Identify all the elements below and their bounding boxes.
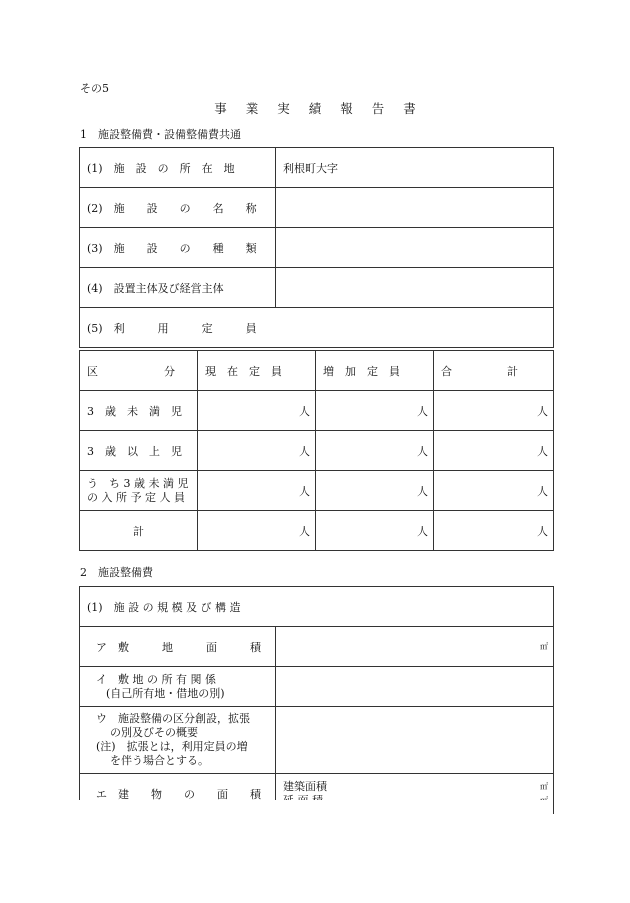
header-total: 合 計 [434,351,554,391]
header-current: 現 在 定 員 [198,351,316,391]
increase-cell[interactable]: 人 [316,391,434,431]
table-row [80,707,554,774]
table-row [80,627,554,667]
facility-type-value[interactable] [276,228,554,268]
row-label: 3 歳 未 満 児 [80,391,198,431]
current-cell[interactable]: 人 [198,431,316,471]
construction-type-value[interactable] [276,707,554,774]
construction-type-label [80,707,276,774]
site-area-label: ア 敷 地 面 積 [80,627,276,667]
table-row [80,188,554,228]
square-meter-unit: ㎡ [540,642,548,651]
table-row [80,228,554,268]
facility-type-label: (3) 施 設 の 種 類 [80,228,276,268]
increase-cell[interactable]: 人 [316,471,434,511]
building-area-label: エ 建 物 の 面 積 [80,774,276,814]
current-cell[interactable]: 人 [198,471,316,511]
table-row [80,667,554,707]
total-cell[interactable]: 人 [434,391,554,431]
current-cell[interactable]: 人 [198,391,316,431]
land-ownership-value[interactable] [276,667,554,707]
current-cell[interactable]: 人 [198,511,316,551]
operator-label: (4) 設置主体及び経営主体 [80,268,276,308]
table-row [80,471,554,511]
location-value[interactable]: 利根町大字 [276,148,554,188]
document-title: 事業実績報告書 [214,101,435,116]
table-row [80,431,554,471]
row-label [80,471,198,511]
increase-cell[interactable]: 人 [316,431,434,471]
row-label: 3 歳 以 上 児 [80,431,198,471]
label-line: (自己所有地・借地の別) [106,686,225,700]
scale-structure-label: (1) 施 設 の 規 模 及 び 構 造 [80,587,554,627]
capacity-label: (5) 利 用 定 員 [80,308,554,348]
page-cutoff [79,800,553,816]
table-header-row [80,351,554,391]
operator-value[interactable] [276,268,554,308]
square-meter-unit: ㎡ [540,781,548,791]
building-area-text: 建築面積 [283,779,327,793]
total-cell[interactable]: 人 [434,511,554,551]
site-area-value[interactable] [276,627,554,667]
table-row [80,148,554,188]
increase-cell[interactable]: 人 [316,511,434,551]
label-line: ウ 施設整備の区分創設，拡張 [96,712,250,725]
row-label-line: の 入 所 予 定 人 員 [87,490,185,504]
facility-name-value[interactable] [276,188,554,228]
section-1-table [79,147,554,348]
facility-name-label: (2) 施 設 の 名 称 [80,188,276,228]
section-1-heading: 1 施設整備費・設備整備費共通 [80,128,241,141]
label-line: (注) 拡張とは，利用定員の増 [96,740,248,753]
row-label: 計 [80,511,198,551]
total-cell[interactable]: 人 [434,431,554,471]
label-line: を伴う場合とする。 [110,754,209,767]
table-row [80,391,554,431]
row-label-line: う ち 3 歳 未 満 児 [87,476,189,490]
table-row [80,587,554,627]
total-cell[interactable]: 人 [434,471,554,511]
page-label: その5 [80,82,109,95]
location-label: (1) 施 設 の 所 在 地 [80,148,276,188]
header-category: 区 分 [80,351,198,391]
label-line: イ 敷 地 の 所 有 関 係 [96,672,216,686]
label-line [283,780,553,794]
table-row [80,511,554,551]
capacity-table [79,350,554,551]
table-row [80,308,554,348]
table-row [80,268,554,308]
header-increase: 増 加 定 員 [316,351,434,391]
label-line: の別及びその概要 [110,726,198,739]
section-2-heading: 2 施設整備費 [80,566,153,579]
land-ownership-label [80,667,276,707]
section-2-table [79,586,554,814]
